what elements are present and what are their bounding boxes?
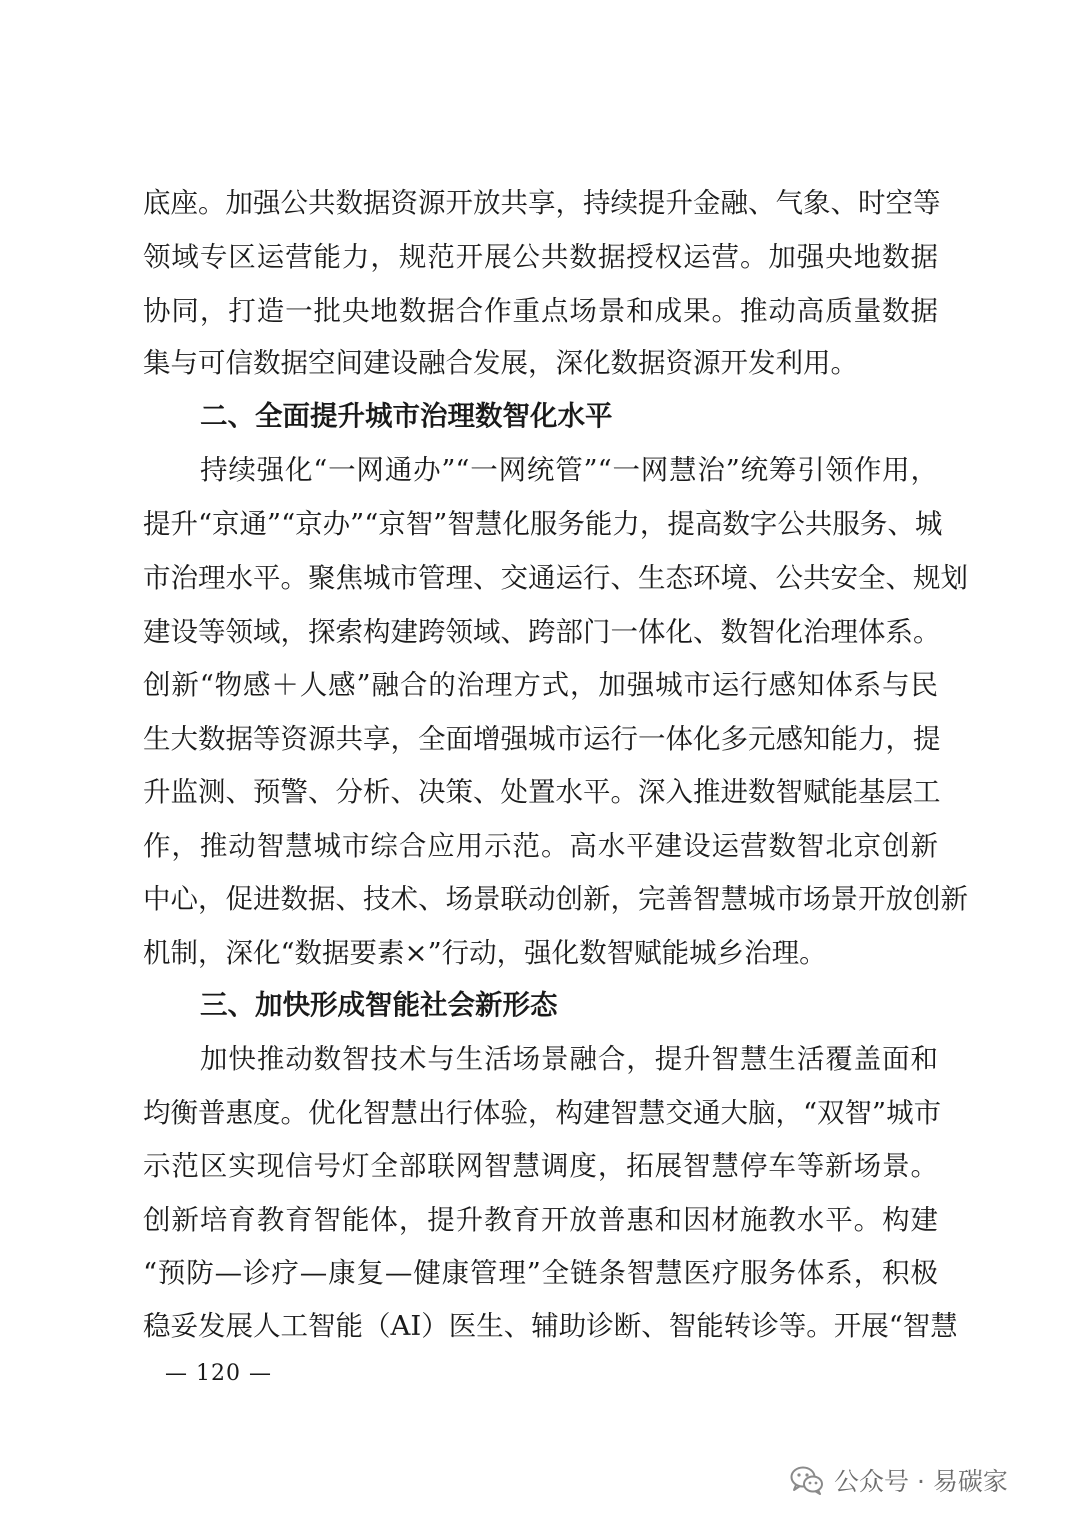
paragraph-line: 底座。加强公共数据资源开放共享，持续提升金融、气象、时空等 — [143, 187, 941, 219]
paragraph-line: 创新“物感＋人感”融合的治理方式，加强城市运行感知体系与民 — [143, 669, 938, 701]
paragraph-line: 持续强化“一网通办”“一网统管”“一网慧治”统筹引领作用， — [200, 454, 938, 486]
paragraph-line: 示范区实现信号灯全部联网智慧调度，拓展智慧停车等新场景。 — [143, 1150, 938, 1182]
paragraph-line: 集与可信数据空间建设融合发展，深化数据资源开发利用。 — [143, 347, 858, 379]
paragraph-line: 机制，深化“数据要素×”行动，强化数智赋能城乡治理。 — [143, 937, 827, 969]
paragraph-line: 协同，打造一批央地数据合作重点场景和成果。推动高质量数据 — [143, 295, 938, 327]
wechat-icon — [790, 1465, 824, 1495]
watermark-text: 公众号 · 易碳家 — [834, 1467, 1008, 1496]
paragraph-line: “预防—诊疗—康复—健康管理”全链条智慧医疗服务体系，积极 — [143, 1257, 938, 1289]
paragraph-line: 稳妥发展人工智能（AI）医生、辅助诊断、智能转诊等。开展“智慧 — [143, 1310, 958, 1342]
paragraph-line: 均衡普惠度。优化智慧出行体验，构建智慧交通大脑，“双智”城市 — [143, 1097, 942, 1129]
page-number: — 120 — — [165, 1361, 272, 1386]
paragraph-line: 生大数据等资源共享，全面增强城市运行一体化多元感知能力，提 — [143, 723, 941, 755]
paragraph-line: 加快推动数智技术与生活场景融合，提升智慧生活覆盖面和 — [200, 1043, 938, 1075]
paragraph-line: 升监测、预警、分析、决策、处置水平。深入推进数智赋能基层工 — [143, 776, 941, 808]
paragraph-line: 中心，促进数据、技术、场景联动创新，完善智慧城市场景开放创新 — [143, 883, 968, 915]
paragraph-line: 市治理水平。聚焦城市管理、交通运行、生态环境、公共安全、规划 — [143, 562, 968, 594]
section-heading: 二、全面提升城市治理数智化水平 — [200, 400, 613, 432]
paragraph-line: 作，推动智慧城市综合应用示范。高水平建设运营数智北京创新 — [143, 830, 938, 862]
section-heading: 三、加快形成智能社会新形态 — [200, 989, 558, 1021]
paragraph-line: 领域专区运营能力，规范开展公共数据授权运营。加强央地数据 — [143, 241, 938, 273]
paragraph-line: 创新培育教育智能体，提升教育开放普惠和因材施教水平。构建 — [143, 1204, 938, 1236]
paragraph-line: 建设等领域，探索构建跨领域、跨部门一体化、数智化治理体系。 — [143, 616, 941, 648]
watermark — [790, 1460, 1008, 1500]
paragraph-line: 提升“京通”“京办”“京智”智慧化服务能力，提高数字公共服务、城 — [143, 508, 943, 540]
